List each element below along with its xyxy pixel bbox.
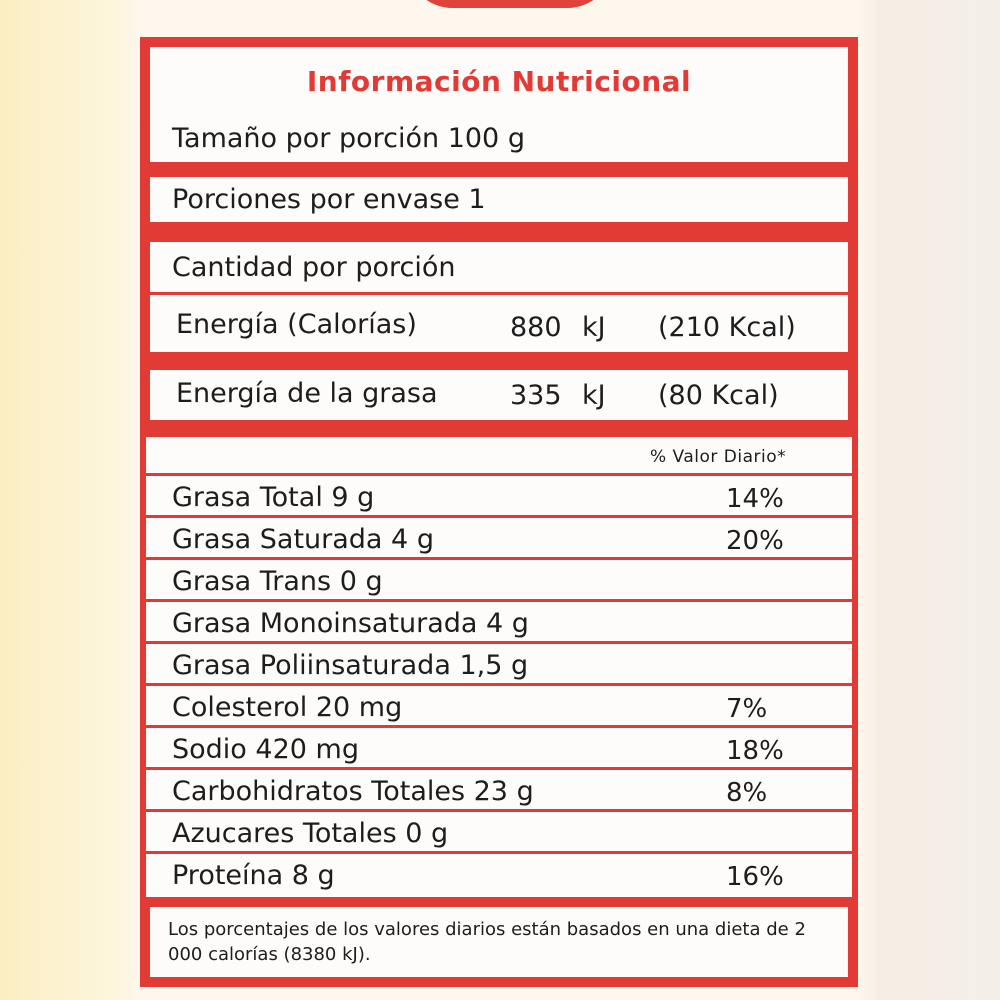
label-title: Información Nutricional [306, 65, 692, 98]
nutrient-table [146, 437, 852, 897]
nutrient-row [146, 641, 852, 683]
footnote-box [150, 907, 848, 977]
nutrient-label: Proteína 8 g [172, 860, 335, 891]
nutrient-daily-value: 7% [726, 694, 768, 724]
nutrient-row [146, 473, 852, 515]
energy-kj: 880 [510, 312, 562, 343]
nutrient-label: Grasa Saturada 4 g [172, 524, 434, 555]
nutrient-daily-value: 18% [726, 736, 784, 766]
daily-value-header-row [146, 437, 852, 473]
energy-label: Energía (Calorías) [176, 309, 417, 340]
nutrient-label: Azucares Totales 0 g [172, 818, 449, 849]
nutrient-daily-value: 8% [726, 778, 768, 808]
header-box [150, 47, 848, 162]
nutrient-label: Grasa Trans 0 g [172, 566, 383, 597]
nutrient-daily-value: 20% [726, 526, 784, 556]
nutrient-label: Colesterol 20 mg [172, 692, 403, 723]
fat-energy-label: Energía de la grasa [176, 378, 438, 409]
servings-box [150, 177, 848, 222]
servings-per-container: Porciones por envase 1 [172, 184, 486, 215]
nutrient-row [146, 557, 852, 599]
nutrient-daily-value: 14% [726, 484, 784, 514]
energy-kcal: (210 Kcal) [658, 312, 796, 343]
serving-size: Tamaño por porción 100 g [172, 123, 525, 154]
nutrient-row [146, 851, 852, 897]
amount-per-serving: Cantidad por porción [172, 252, 456, 283]
fat-energy-kcal: (80 Kcal) [658, 380, 779, 411]
nutrition-label [140, 37, 858, 987]
package-arc-decoration [405, 0, 615, 8]
fat-energy-box [150, 370, 848, 420]
nutrient-label: Grasa Total 9 g [172, 482, 375, 513]
nutrient-row [146, 767, 852, 809]
nutrient-row [146, 515, 852, 557]
nutrient-row [146, 599, 852, 641]
energy-unit: kJ [582, 312, 606, 343]
nutrient-row [146, 683, 852, 725]
nutrient-label: Grasa Monoinsaturada 4 g [172, 608, 529, 639]
nutrient-label: Carbohidratos Totales 23 g [172, 776, 534, 807]
nutrient-row [146, 725, 852, 767]
fat-energy-unit: kJ [582, 380, 606, 411]
fat-energy-kj: 335 [510, 380, 562, 411]
footnote: Los porcentajes de los valores diarios están basados en una dieta de 2 000 calorías (8380 kJ). [168, 919, 806, 966]
nutrient-daily-value: 16% [726, 862, 784, 892]
nutrient-row [146, 809, 852, 851]
nutrient-label: Sodio 420 mg [172, 734, 359, 765]
energy-box [150, 242, 848, 352]
divider [150, 292, 848, 295]
daily-value-header: % Valor Diario* [650, 447, 787, 467]
nutrient-label: Grasa Poliinsaturada 1,5 g [172, 650, 529, 681]
